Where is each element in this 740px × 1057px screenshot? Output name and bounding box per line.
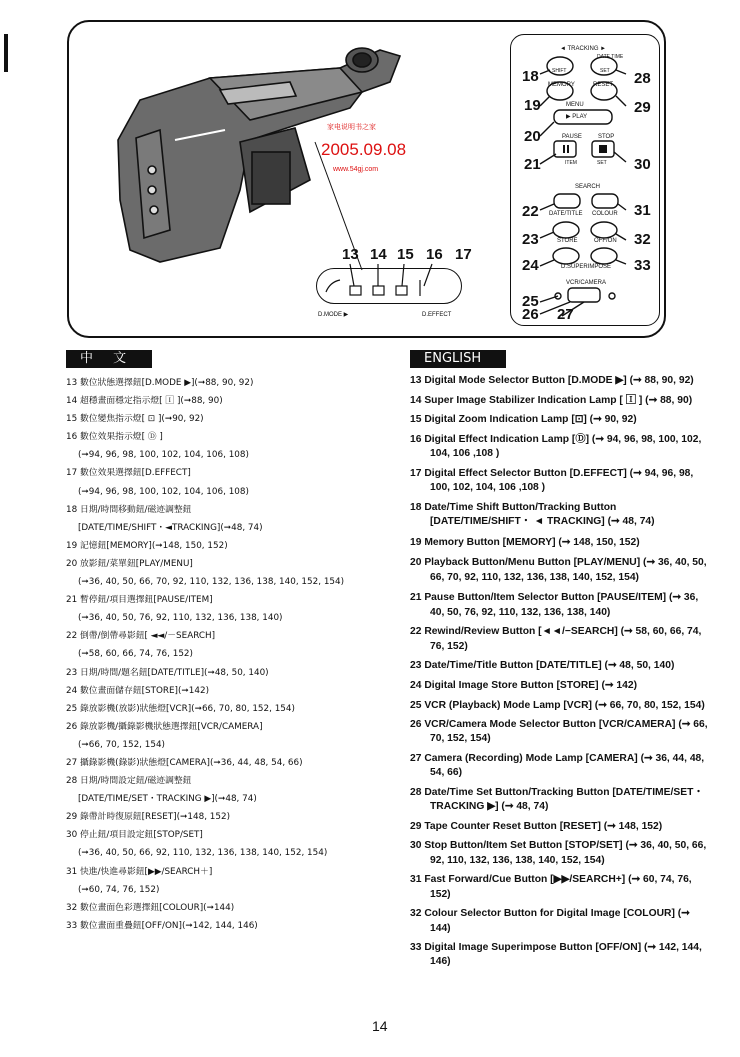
callout-15: 15 [397, 246, 414, 263]
english-list [410, 374, 710, 975]
en-item-31: 31 Fast Forward/Cue Button [▶▶/SEARCH+] (➞ 60, 74, 76, 152) [410, 874, 692, 900]
rc-pause: PAUSE [562, 134, 582, 140]
en-item-26: 26 VCR/Camera Mode Selector Button [VCR/CAMERA] (➞ 66, 70, 152, 154) [410, 719, 708, 745]
cn-item-24: 24 數位畫面儲存鈕[STORE](➞142) [66, 685, 210, 696]
rc-item: ITEM [565, 160, 577, 166]
en-item-33: 33 Digital Image Superimpose Button [OFF/ON] (➞ 142, 144, 146) [410, 942, 702, 968]
rc-colour: COLOUR [592, 211, 618, 217]
rc-stop: STOP [598, 134, 615, 140]
cn-item-29: 29 錄帶計時復原鈕[RESET](➞148, 152) [66, 812, 231, 823]
page-number: 14 [372, 1018, 388, 1034]
rc-play: ▶ PLAY [566, 114, 588, 120]
callout-19: 19 [524, 97, 541, 114]
callout-21: 21 [524, 156, 541, 173]
en-item-27: 27 Camera (Recording) Mode Lamp [CAMERA] (➞ 36, 44, 48, 54, 66) [410, 753, 705, 779]
callout-14: 14 [370, 246, 387, 263]
cn-item-20: 20 放影鈕/菜單鈕[PLAY/MENU] (➞36, 40, 50, 66, 70, 92, 110, 132, 136, 138, 140, 152, 154) [66, 558, 345, 588]
rc-search: SEARCH [575, 184, 601, 190]
cn-item-21: 21 暫停鈕/項目選擇鈕[PAUSE/ITEM] (➞36, 40, 50, 76, 92, 110, 132, 136, 138, 140) [66, 595, 283, 624]
en-item-18: 18 Date/Time Shift Button/Tracking Button [DATE/TIME/SHIFT・ ◄ TRACKING] (➞ 48, 74) [410, 501, 655, 527]
callout-30: 30 [634, 156, 651, 173]
cn-item-25: 25 錄放影機(放影)狀態燈[VCR](➞66, 70, 80, 152, 154) [66, 703, 295, 714]
en-item-32: 32 Colour Selector Button for Digital Image [COLOUR] (➞ 144) [410, 908, 690, 934]
cn-item-32: 32 數位畫面色彩選擇鈕[COLOUR](➞144) [66, 902, 235, 913]
cn-item-13: 13 數位狀態選擇鈕[D.MODE ▶](➞88, 90, 92) [66, 378, 254, 388]
callout-18: 18 [522, 68, 539, 85]
chinese-list [66, 374, 396, 935]
callout-23: 23 [522, 231, 539, 248]
cn-item-22: 22 倒帶/倒帶尋影鈕[ ◄◄/－SEARCH] (➞58, 60, 66, 74, 76, 152) [66, 631, 216, 660]
cn-item-26: 26 錄放影機/攝錄影機狀態選擇鈕[VCR/CAMERA] (➞66, 70, 152, 154) [66, 721, 263, 750]
callout-26: 26 [522, 306, 539, 323]
en-item-13: 13 Digital Mode Selector Button [D.MODE ▶] (➞ 88, 90, 92) [410, 375, 694, 386]
cn-item-23: 23 日期/時間/題名鈕[DATE/TITLE](➞48, 50, 140) [66, 667, 269, 678]
rc-d-superimpose: D.SUPERIMPOSE [561, 264, 612, 270]
cn-item-15: 15 數位變焦指示燈[ ⊡ ](➞90, 92) [66, 414, 204, 425]
callout-20: 20 [524, 128, 541, 145]
stamp-url: www.54gj.com [333, 166, 379, 173]
rc-set2: SET [597, 160, 607, 166]
callout-32: 32 [634, 231, 651, 248]
en-item-30: 30 Stop Button/Item Set Button [STOP/SET] (➞ 36, 40, 50, 66, 92, 110, 132, 136, 138, 140, 152, 154) [410, 840, 707, 866]
en-item-24: 24 Digital Image Store Button [STORE] (➞ 142) [410, 679, 637, 691]
callout-17: 17 [455, 246, 472, 263]
cn-item-19: 19 記憶鈕[MEMORY](➞148, 150, 152) [66, 540, 228, 551]
mode-label-right: D.EFFECT [422, 312, 452, 318]
en-item-22: 22 Rewind/Review Button [◄◄/−SEARCH] (➞ 58, 60, 66, 74, 76, 152) [410, 626, 702, 652]
en-item-14: 14 Super Image Stabilizer Indication Lamp [ 🄸 ] (➞ 88, 90) [410, 394, 693, 406]
en-item-20: 20 Playback Button/Menu Button [PLAY/MENU] (➞ 36, 40, 50, 66, 70, 92, 110, 132, 136, 138, 140, 152, 154) [410, 557, 707, 583]
rc-store: STORE [557, 238, 578, 244]
callout-28: 28 [634, 70, 651, 87]
en-item-28: 28 Date/Time Set Button/Tracking Button [DATE/TIME/SET・TRACKING ▶] (➞ 48, 74) [410, 786, 704, 813]
callout-31: 31 [634, 202, 651, 219]
chinese-header: 中 文 [66, 350, 152, 368]
cn-item-33: 33 數位畫面重疊鈕[OFF/ON](➞142, 144, 146) [66, 920, 258, 931]
rc-memory: MEMORY [548, 82, 575, 88]
callout-24: 24 [522, 257, 539, 274]
callout-27: 27 [557, 306, 574, 323]
en-item-17: 17 Digital Effect Selector Button [D.EFFECT] (➞ 94, 96, 98, 100, 102, 104, 106 ,108 ) [410, 467, 694, 494]
rc-vcr-camera: VCR/CAMERA [566, 280, 607, 286]
en-item-29: 29 Tape Counter Reset Button [RESET] (➞ 148, 152) [410, 820, 663, 832]
en-item-21: 21 Pause Button/Item Selector Button [PAUSE/ITEM] (➞ 36, 40, 50, 76, 92, 110, 132, 136, 138, 140) [410, 592, 699, 618]
en-item-25: 25 VCR (Playback) Mode Lamp [VCR] (➞ 66, 70, 80, 152, 154) [410, 699, 705, 711]
en-item-19: 19 Memory Button [MEMORY] (➞ 148, 150, 152) [410, 536, 640, 548]
mode-label-left: D.MODE ▶ [318, 312, 349, 318]
rc-off-on: OFF/ON [594, 238, 617, 244]
stamp-site: 家电说明书之家 [327, 123, 376, 131]
cn-item-18: 18 日期/時間移動鈕/磁迹調整鈕 [DATE/TIME/SHIFT・◄TRACKING](➞48, 74) [66, 504, 263, 533]
en-item-16: 16 Digital Effect Indication Lamp [Ⓓ] (➞ 94, 96, 98, 100, 102, 104, 106 ,108 ) [410, 433, 702, 460]
cn-item-27: 27 攝錄影機(錄影)狀態燈[CAMERA](➞36, 44, 48, 54, 66) [66, 757, 303, 768]
cn-item-30: 30 停止鈕/項目設定鈕[STOP/SET] (➞36, 40, 50, 66, 92, 110, 132, 136, 138, 140, 152, 154) [66, 830, 328, 859]
cn-item-14: 14 超穩畫面穩定指示燈[ 🄸 ](➞88, 90) [66, 396, 223, 407]
cn-item-28: 28 日期/時間設定鈕/磁迹調整鈕 [DATE/TIME/SET・TRACKING ▶](➞48, 74) [66, 776, 257, 805]
rc-set: SET [600, 68, 610, 74]
cn-item-16: 16 數位效果指示燈[ Ⓓ ] (➞94, 96, 98, 100, 102, 104, 106, 108) [66, 432, 249, 461]
en-item-15: 15 Digital Zoom Indication Lamp [⊡] (➞ 90, 92) [410, 414, 637, 426]
callout-25: 25 [522, 293, 539, 310]
callout-13: 13 [342, 246, 359, 263]
callout-33: 33 [634, 257, 651, 274]
callout-22: 22 [522, 203, 539, 220]
callout-16: 16 [426, 246, 443, 263]
mode-strip-icons [316, 262, 466, 312]
watermark-stamp [317, 122, 407, 180]
en-item-23: 23 Date/Time/Title Button [DATE/TITLE] (➞ 48, 50, 140) [410, 660, 675, 672]
callout-29: 29 [634, 99, 651, 116]
cn-item-17: 17 數位效果選擇鈕[D.EFFECT] (➞94, 96, 98, 100, 102, 104, 106, 108) [66, 468, 249, 497]
rc-reset: RESET [593, 82, 614, 88]
rc-date-time: DATE TIME [597, 54, 624, 60]
rc-date-title: DATE/TITLE [549, 211, 583, 217]
cn-item-31: 31 快進/快進尋影鈕[▶▶/SEARCH＋] (➞60, 74, 76, 152) [66, 866, 213, 895]
rc-shift: SHIFT [552, 68, 567, 74]
rc-menu: MENU [566, 102, 584, 108]
rc-tracking: ◄ TRACKING ► [560, 46, 607, 52]
stamp-date: 2005.09.08 [321, 140, 407, 159]
margin-mark [4, 34, 8, 72]
english-header: ENGLISH [410, 350, 506, 368]
